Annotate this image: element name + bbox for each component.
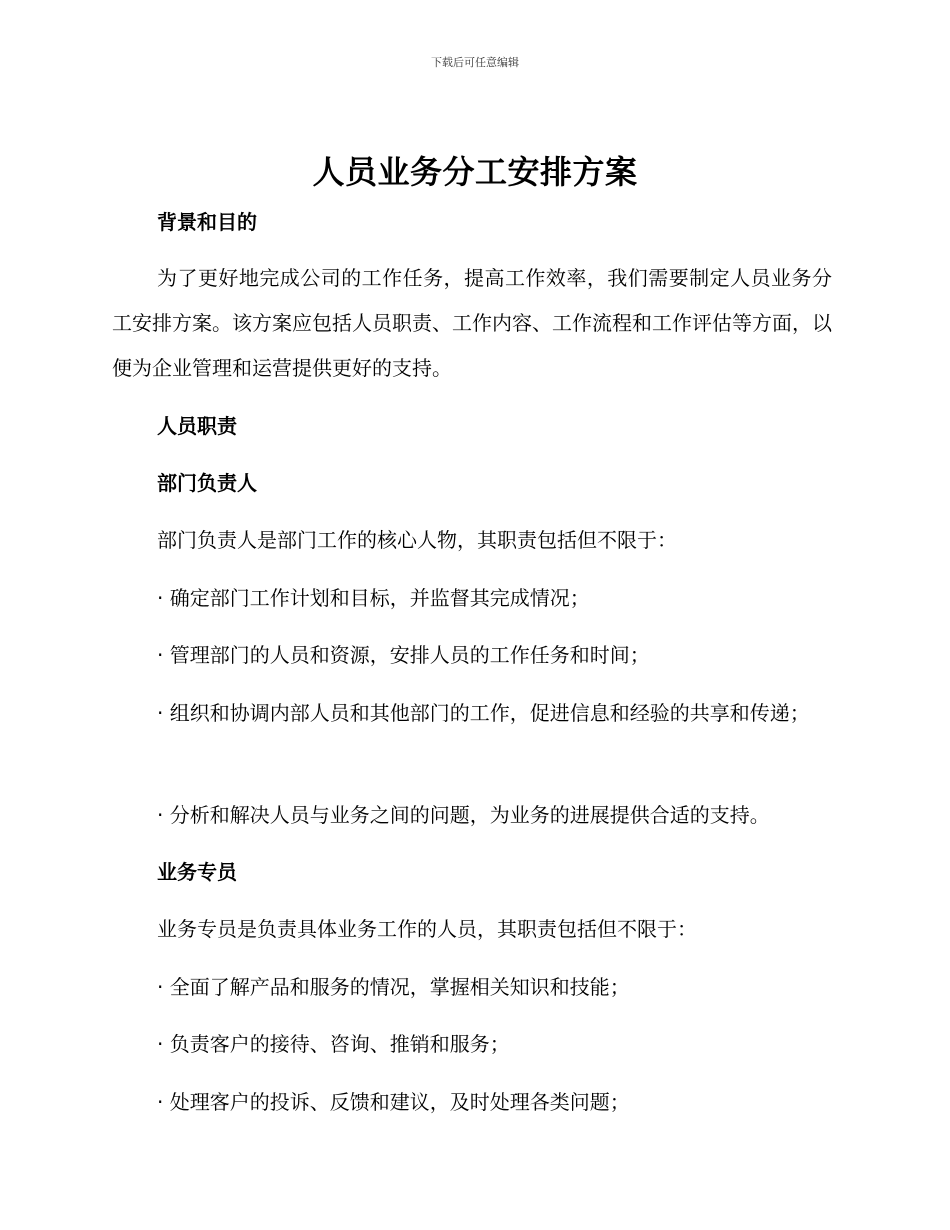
list-item: · 管理部门的人员和资源，安排人员的工作任务和时间； bbox=[157, 643, 650, 667]
subsection-heading-dept-head: 部门负责人 bbox=[157, 471, 257, 495]
section-heading-duties: 人员职责 bbox=[157, 414, 237, 438]
list-item: · 全面了解产品和服务的情况，掌握相关知识和技能； bbox=[157, 975, 630, 999]
list-item: · 组织和协调内部人员和其他部门的工作，促进信息和经验的共享和传递； bbox=[157, 701, 810, 725]
list-item: · 分析和解决人员与业务之间的问题，为业务的进展提供合适的支持。 bbox=[157, 803, 770, 827]
background-paragraph: 为了更好地完成公司的工作任务，提高工作效率，我们需要制定人员业务分工安排方案。该方案应包括人员职责、工作内容、工作流程和工作评估等方面，以便为企业管理和运营提供更好的支持。 bbox=[112, 266, 832, 380]
page-title: 人员业务分工安排方案 bbox=[312, 153, 638, 191]
list-item: · 处理客户的投诉、反馈和建议，及时处理各类问题； bbox=[157, 1090, 630, 1114]
list-item: · 负责客户的接待、咨询、推销和服务； bbox=[157, 1032, 510, 1056]
section-heading-background: 背景和目的 bbox=[157, 210, 257, 234]
specialist-intro: 业务专员是负责具体业务工作的人员，其职责包括但不限于： bbox=[157, 917, 697, 941]
subsection-heading-specialist: 业务专员 bbox=[157, 860, 237, 884]
list-item: · 确定部门工作计划和目标，并监督其完成情况； bbox=[157, 586, 590, 610]
header-note: 下载后可任意编辑 bbox=[431, 56, 519, 69]
dept-head-intro: 部门负责人是部门工作的核心人物，其职责包括但不限于： bbox=[157, 528, 677, 552]
